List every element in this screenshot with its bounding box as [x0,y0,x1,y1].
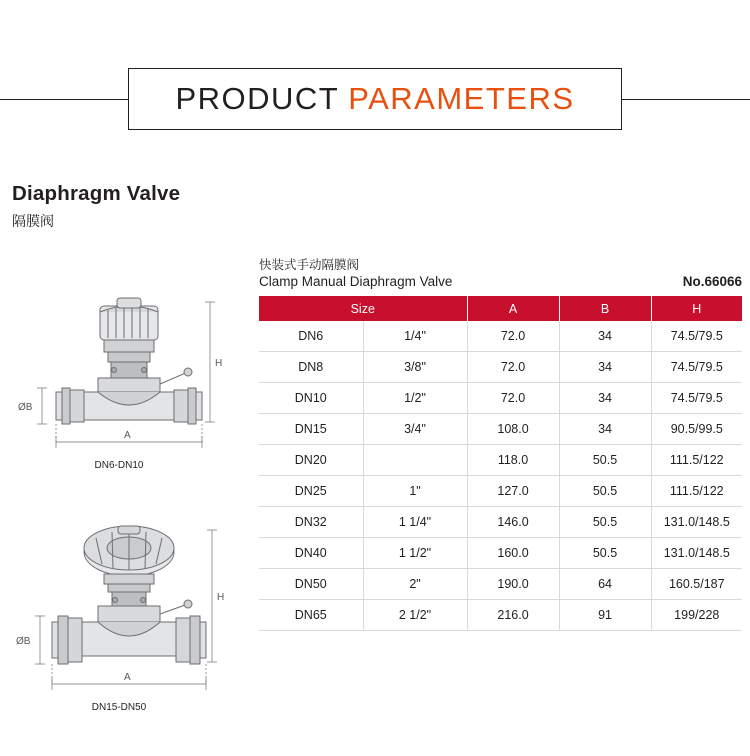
valve-drawing-large [12,516,242,746]
parameters-table-block [259,258,742,631]
dim-b-small: ØB [18,402,33,413]
dim-h-small: H [215,358,223,369]
cell-inch: 2 1/2" [363,600,467,631]
cell-b: 34 [559,321,651,352]
table-row [259,321,742,352]
table-model-no: No.66066 [682,274,742,289]
cell-dn: DN65 [259,600,363,631]
header-title-box [128,68,622,130]
cell-dn: DN32 [259,507,363,538]
cell-dn: DN40 [259,538,363,569]
cell-a: 146.0 [467,507,559,538]
cell-b: 50.5 [559,445,651,476]
table-row [259,538,742,569]
header-rule-right [620,99,750,100]
dim-a-large: A [124,672,131,683]
valve-drawing-small [12,292,242,514]
cell-h: 74.5/79.5 [651,321,742,352]
parameters-table [259,296,742,631]
cell-h: 199/228 [651,600,742,631]
table-row [259,569,742,600]
cell-b: 64 [559,569,651,600]
table-caption-en: Clamp Manual Diaphragm Valve [259,274,453,289]
cell-inch: 3/8" [363,352,467,383]
page-title [175,81,574,117]
table-header-b: B [559,296,651,321]
cell-dn: DN8 [259,352,363,383]
cell-a: 108.0 [467,414,559,445]
cell-b: 34 [559,414,651,445]
table-header-a: A [467,296,559,321]
cell-h: 74.5/79.5 [651,383,742,414]
cell-b: 50.5 [559,538,651,569]
cell-h: 131.0/148.5 [651,507,742,538]
cell-dn: DN50 [259,569,363,600]
table-row [259,600,742,631]
page-header-banner [0,68,750,130]
cell-dn: DN20 [259,445,363,476]
cell-a: 72.0 [467,321,559,352]
table-caption-cn: 快装式手动隔膜阀 [259,258,360,272]
table-header-row [259,296,742,321]
cell-a: 127.0 [467,476,559,507]
cell-dn: DN10 [259,383,363,414]
table-header-h: H [651,296,742,321]
cell-dn: DN15 [259,414,363,445]
cell-b: 50.5 [559,476,651,507]
page-title-part2: PARAMETERS [348,81,575,116]
cell-inch: 3/4" [363,414,467,445]
table-header-size: Size [259,296,467,321]
cell-a: 160.0 [467,538,559,569]
dim-a-small: A [124,430,131,441]
cell-inch: 2" [363,569,467,600]
cell-inch: 1" [363,476,467,507]
cell-inch: 1 1/4" [363,507,467,538]
cell-b: 50.5 [559,507,651,538]
cell-inch: 1/2" [363,383,467,414]
cell-b: 91 [559,600,651,631]
table-row [259,383,742,414]
table-row [259,352,742,383]
drawing-caption-large: DN15-DN50 [91,702,147,713]
cell-dn: DN6 [259,321,363,352]
cell-a: 72.0 [467,352,559,383]
header-rule-left [0,99,130,100]
cell-a: 72.0 [467,383,559,414]
cell-a: 118.0 [467,445,559,476]
valve-drawing-small-svg [12,292,242,514]
table-row [259,445,742,476]
cell-dn: DN25 [259,476,363,507]
cell-h: 160.5/187 [651,569,742,600]
cell-a: 216.0 [467,600,559,631]
cell-b: 34 [559,352,651,383]
cell-h: 111.5/122 [651,445,742,476]
cell-inch: 1/4" [363,321,467,352]
cell-inch: 1 1/2" [363,538,467,569]
cell-h: 74.5/79.5 [651,352,742,383]
cell-h: 131.0/148.5 [651,538,742,569]
table-caption-row [259,274,742,289]
table-row [259,414,742,445]
cell-b: 34 [559,383,651,414]
cell-h: 90.5/99.5 [651,414,742,445]
table-body [259,321,742,631]
table-row [259,507,742,538]
drawing-caption-small: DN6-DN10 [94,460,144,471]
product-name-en: Diaphragm Valve [12,182,181,205]
product-name-cn: 隔膜阀 [12,213,54,229]
cell-a: 190.0 [467,569,559,600]
dim-b-large: ØB [16,636,31,647]
cell-h: 111.5/122 [651,476,742,507]
table-row [259,476,742,507]
page-title-part1: PRODUCT [175,81,340,116]
dim-h-large: H [217,592,225,603]
cell-inch [363,445,467,476]
